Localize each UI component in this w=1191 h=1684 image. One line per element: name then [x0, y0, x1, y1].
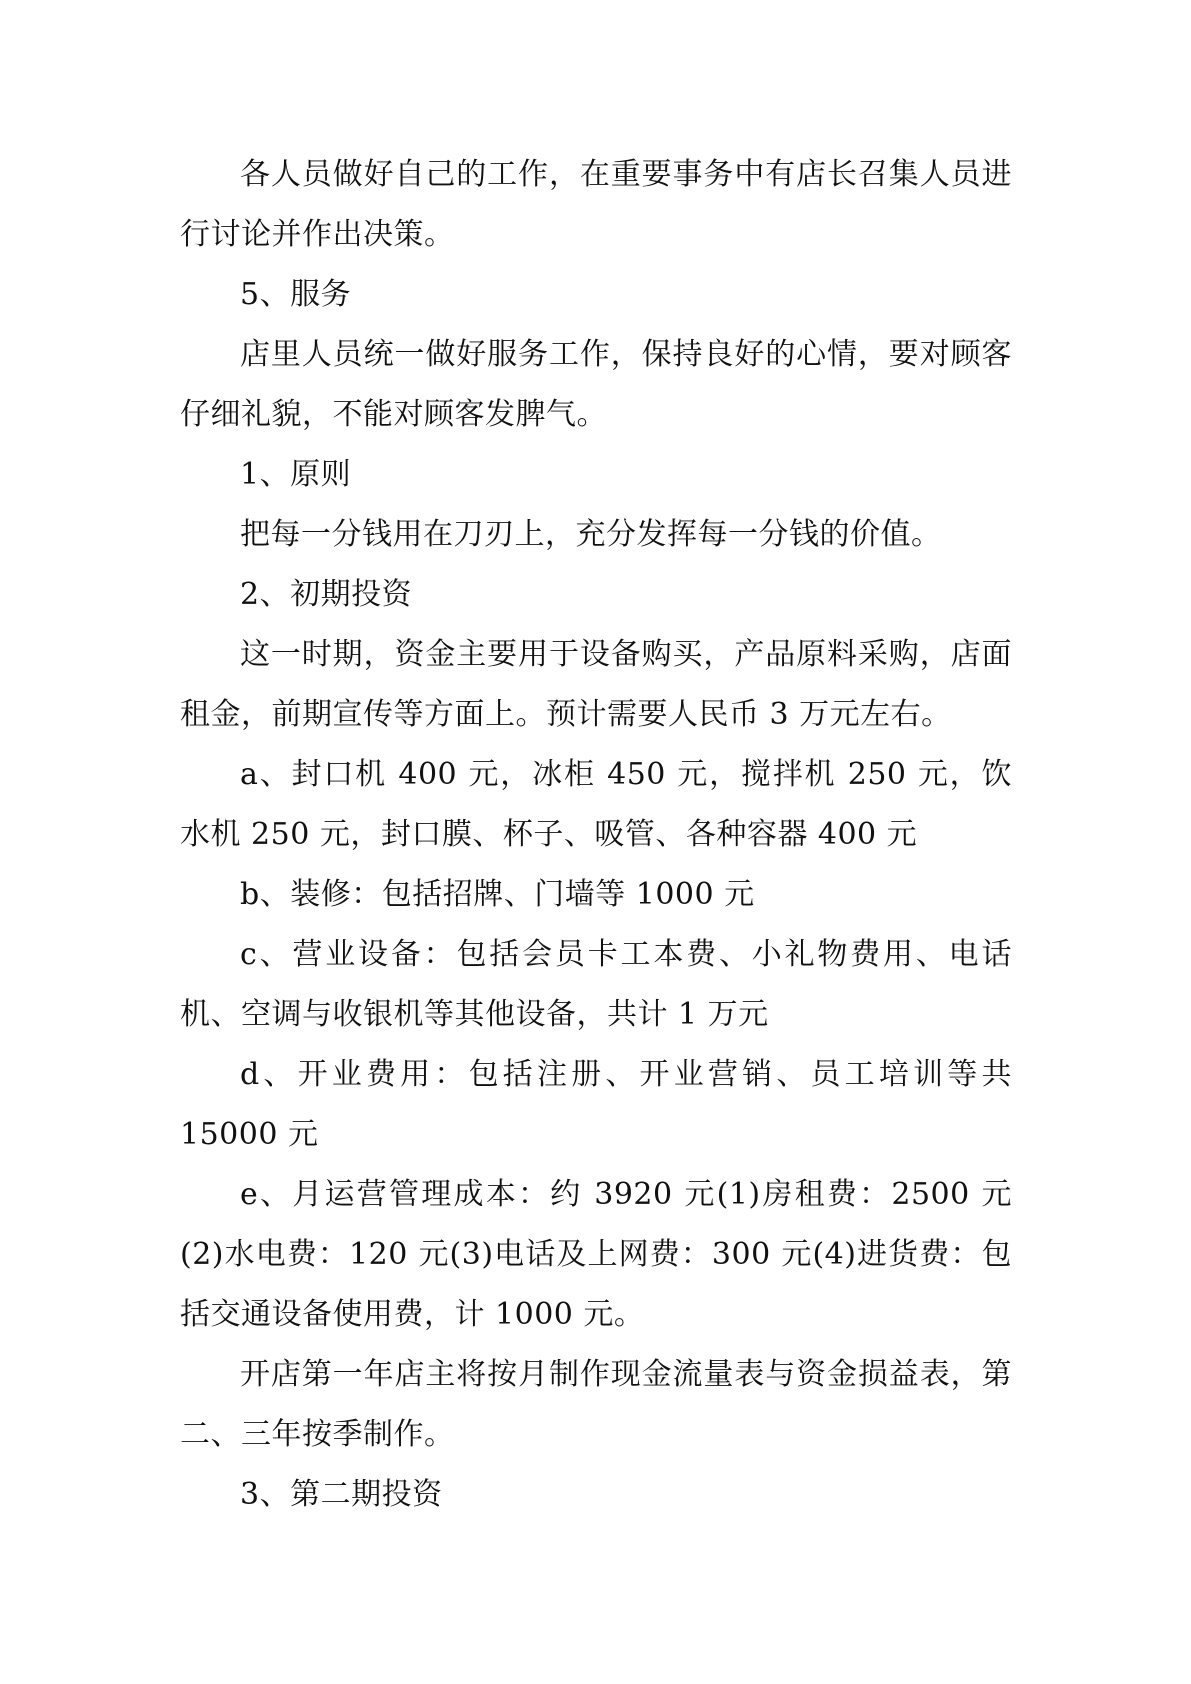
paragraph-service: 店里人员统一做好服务工作，保持良好的心情，要对顾客仔细礼貌，不能对顾客发脾气。: [180, 337, 1012, 432]
paragraph-cash-flow: 开店第一年店主将按月制作现金流量表与资金损益表，第二、三年按季制作。: [180, 1357, 1012, 1452]
heading-second-investment: 3、第二期投资: [240, 1477, 443, 1512]
item-a-equipment: a、封口机 400 元，冰柜 450 元，搅拌机 250 元，饮水机 250 元，封口膜、杯子、吸管、各种容器 400 元: [180, 757, 1012, 852]
paragraph-staff-duties: 各人员做好自己的工作，在重要事务中有店长召集人员进行讨论并作出决策。: [180, 157, 1012, 252]
heading-service: 5、服务: [240, 277, 352, 312]
paragraph-principle: 把每一分钱用在刀刃上，充分发挥每一分钱的价值。: [240, 517, 942, 552]
item-d-opening-costs: d、开业费用：包括注册、开业营销、员工培训等共 15000 元: [180, 1057, 1012, 1152]
heading-principle: 1、原则: [240, 457, 352, 492]
item-c-business-equipment: c、营业设备：包括会员卡工本费、小礼物费用、电话机、空调与收银机等其他设备，共计 1 万元: [180, 937, 1012, 1032]
item-e-monthly-costs: e、月运营管理成本：约 3920 元(1)房租费：2500 元(2)水电费：120 元(3)电话及上网费：300 元(4)进货费：包括交通设备使用费，计 1000 元。: [180, 1177, 1012, 1332]
item-b-decoration: b、装修：包括招牌、门墙等 1000 元: [240, 877, 755, 912]
document-body: [180, 145, 1012, 1525]
heading-initial-investment: 2、初期投资: [240, 577, 413, 612]
paragraph-initial-investment: 这一时期，资金主要用于设备购买，产品原料采购，店面租金，前期宣传等方面上。预计需要人民币 3 万元左右。: [180, 637, 1012, 732]
